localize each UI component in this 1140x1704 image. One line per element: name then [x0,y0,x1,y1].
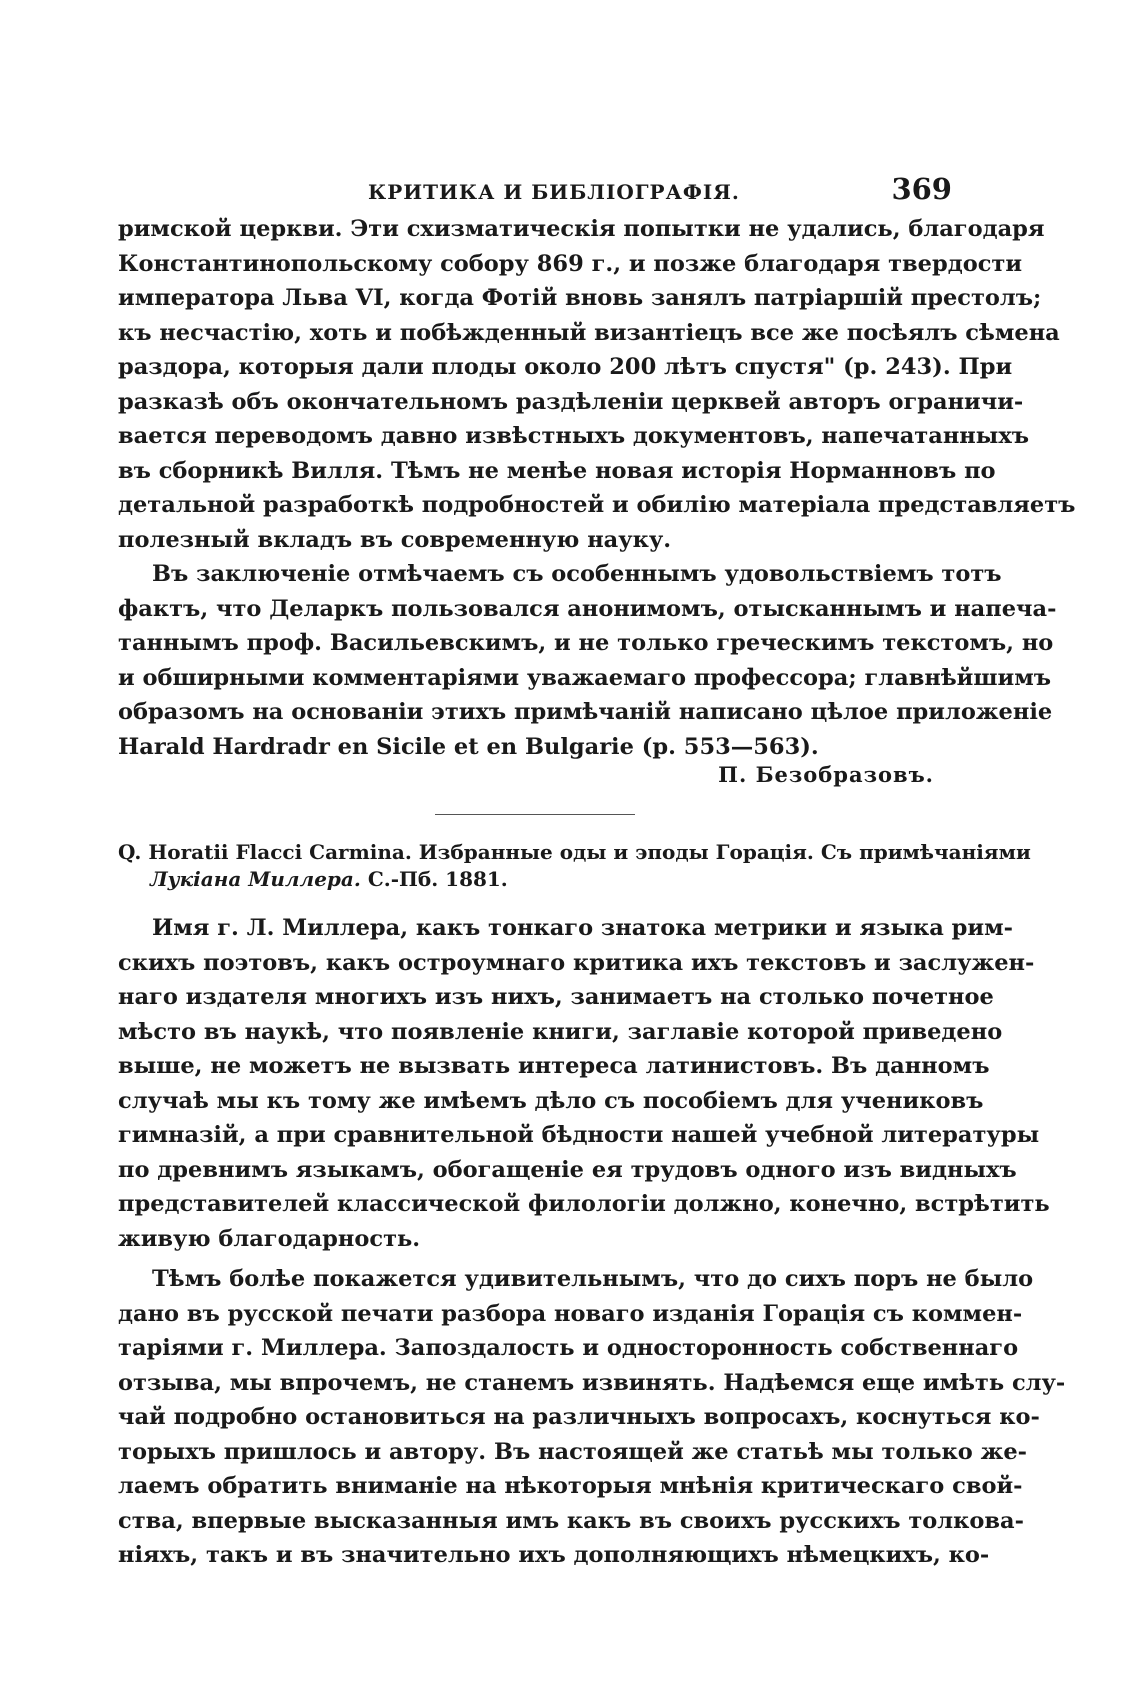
text-line: по древнимъ языкамъ, обогащеніе ея трудовъ одного изъ видныхъ [118,1156,1017,1183]
text-line: римской церкви. Эти схизматическія попытки не удались, благодаря [118,216,1045,242]
author-signature: П. Безобразовъ. [718,762,934,787]
text-line: Тѣмъ болѣе покажется удивительнымъ, что до сихъ поръ не было [152,1266,1034,1292]
paragraph-review-intro [118,911,1050,1256]
text-line: къ несчастію, хоть и побѣжденный византіецъ все же посѣялъ сѣмена [118,319,1060,346]
section-divider [435,814,635,815]
text-line: фактъ, что Деларкъ пользовался анонимомъ, отысканнымъ и напеча- [118,595,1057,622]
review-title-line: Q. Horatii Flacci Carmina. Избранные оды и эподы Горація. Съ примѣчаніями [118,840,1031,864]
text-line: представителей классической филологіи должно, конечно, встрѣтить [118,1191,1050,1217]
text-line: ства, впервые высказанныя имъ какъ въ своихъ русскихъ толкова- [118,1507,1024,1534]
text-line: ніяхъ, такъ и въ значительно ихъ дополняющихъ нѣмецкихъ, ко- [118,1542,990,1568]
text-line: детальной разработкѣ подробностей и обилію матеріала представляетъ [118,492,1076,518]
text-line: полезный вкладъ въ современную науку. [118,526,672,553]
running-title: КРИТИКА И БИБЛІОГРАФІЯ. [368,180,740,204]
page-number: 369 [891,172,952,206]
text-line: торыхъ пришлось и автору. Въ настоящей же статьѣ мы только же- [118,1438,1028,1465]
text-line: Harald Hardradr en Sicile et en Bulgarie (р. 553—563). [118,733,819,760]
text-line: и обширными комментаріями уважаемаго профессора; главнѣйшимъ [118,664,1052,691]
text-line: дано въ русской печати разбора новаго изданія Горація съ коммен- [118,1300,1023,1327]
paragraph-review-body [118,1262,1066,1573]
text-line: таріями г. Миллера. Запоздалость и односторонность собственнаго [118,1335,1019,1361]
text-line: отзыва, мы впрочемъ, не станемъ извинять. Надѣемся еще имѣть слу- [118,1369,1066,1396]
text-line: Константинопольскому собору 869 г., и позже благодаря твердости [118,250,1023,277]
text-line: чай подробно остановиться на различныхъ вопросахъ, коснуться ко- [118,1404,1040,1430]
text-line: вается переводомъ давно извѣстныхъ документовъ, напечатанныхъ [118,423,1029,449]
text-line: случаѣ мы къ тому же имѣемъ дѣло съ пособіемъ для учениковъ [118,1087,984,1114]
text-line: Имя г. Л. Миллера, какъ тонкаго знатока метрики и языка рим- [152,915,1013,941]
text-line: гимназій, а при сравнительной бѣдности нашей учебной литературы [118,1122,1040,1148]
text-line: раздора, которыя дали плоды около 200 лѣтъ спустя" (р. 243). При [118,354,1013,380]
text-line: мѣсто въ наукѣ, что появленіе книги, заглавіе которой приведено [118,1018,1003,1045]
running-head [118,172,952,212]
text-line: наго издателя многихъ изъ нихъ, занимаетъ на столько почетное [118,984,994,1010]
text-line: скихъ поэтовъ, какъ остроумнаго критика ихъ текстовъ и заслужен- [118,949,1035,976]
text-line: разказѣ объ окончательномъ раздѣленіи церквей авторъ ограничи- [118,388,1024,415]
text-line: образомъ на основаніи этихъ примѣчаній написано цѣлое приложеніе [118,699,1053,725]
paragraph-continued [118,212,1076,557]
text-line: лаемъ обратить вниманіе на нѣкоторыя мнѣнія критическаго свой- [118,1473,1023,1499]
paragraph-conclusion [118,557,1057,764]
text-line: живую благодарность. [118,1225,421,1252]
review-heading [118,839,1031,893]
review-commentator: Лукіана Миллера. [150,867,361,891]
review-title-line2 [118,866,952,893]
review-publication-place: С.-Пб. 1881. [367,867,508,891]
text-line: Въ заключеніе отмѣчаемъ съ особеннымъ удовольствіемъ тотъ [152,561,1002,587]
book-page [118,172,1076,1573]
text-line: таннымъ проф. Васильевскимъ, и не только греческимъ текстомъ, но [118,630,1054,656]
text-line: въ сборникѣ Вилля. Тѣмъ не менѣе новая исторія Норманновъ по [118,457,996,484]
text-line: императора Льва VI, когда Фотій вновь занялъ патріаршій престолъ; [118,285,1042,311]
text-line: выше, не можетъ не вызвать интереса латинистовъ. Въ данномъ [118,1053,990,1079]
